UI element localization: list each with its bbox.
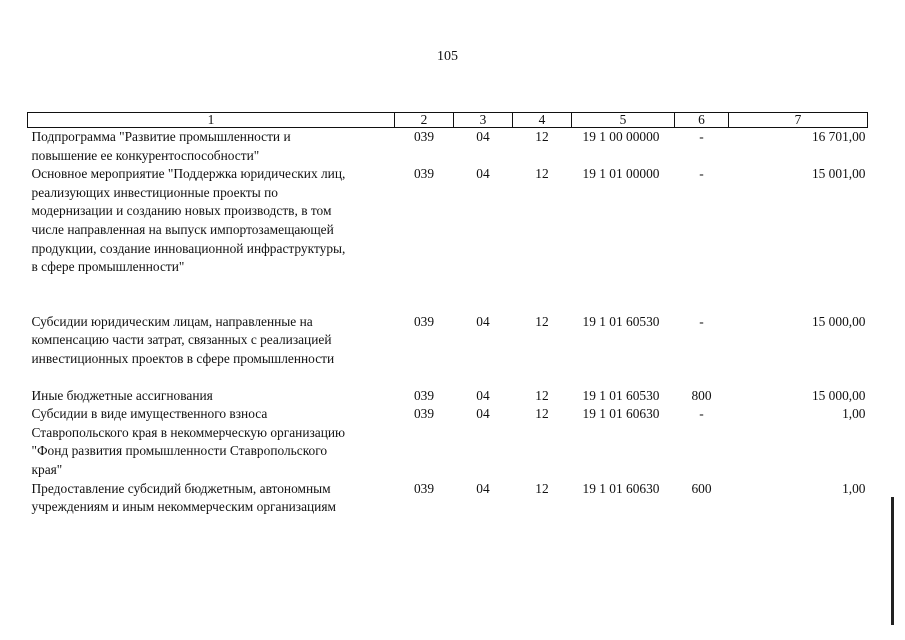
row-name-line: Субсидии юридическим лицам, направленные на xyxy=(31,313,313,329)
spacer-cell xyxy=(28,277,868,295)
table-row xyxy=(28,313,868,369)
col4-cell: 12 xyxy=(535,166,549,182)
col5-cell: 19 1 01 60630 xyxy=(582,406,660,422)
row-name-line: Иные бюджетные ассигнования xyxy=(31,387,213,403)
col7-cell: 15 000,00 xyxy=(811,387,866,403)
col3-cell: 04 xyxy=(476,313,490,329)
col6-cell: 600 xyxy=(691,480,712,496)
row-name-line: в сфере промышленности" xyxy=(31,259,185,275)
spacer-cell xyxy=(28,295,868,313)
col6-cell: - xyxy=(699,313,704,329)
row-name-line: реализующих инвестиционные проекты по xyxy=(31,184,278,200)
row-name-line: края" xyxy=(31,461,63,477)
budget-table xyxy=(27,112,868,517)
spacer-cell xyxy=(28,369,868,387)
col2-cell: 039 xyxy=(413,387,435,403)
col6-cell: - xyxy=(699,129,704,144)
col4-cell: 12 xyxy=(535,480,549,496)
col2-cell: 039 xyxy=(413,313,435,329)
col6-cell: 800 xyxy=(691,387,712,403)
row-name-cell xyxy=(28,387,395,406)
row-spacer xyxy=(28,369,868,387)
table-row xyxy=(28,165,868,277)
column-header-1: 1 xyxy=(28,113,395,128)
row-name-cell xyxy=(28,313,395,369)
column-header-2: 2 xyxy=(395,113,454,128)
row-name-line: числе направленная на выпуск импортозамещающей xyxy=(31,221,334,237)
table-row xyxy=(28,480,868,517)
col3-cell: 04 xyxy=(476,406,490,422)
column-header-4: 4 xyxy=(513,113,572,128)
column-header-7: 7 xyxy=(729,113,868,128)
col7-cell: 15 001,00 xyxy=(811,166,866,182)
row-name-line: Субсидии в виде имущественного взноса xyxy=(31,406,268,422)
col3-cell: 04 xyxy=(476,129,490,144)
column-header-6: 6 xyxy=(675,113,729,128)
row-name-line: Основное мероприятие "Поддержка юридических лиц, xyxy=(31,166,346,182)
col5-cell: 19 1 01 00000 xyxy=(582,166,660,182)
row-name-line: инвестиционных проектов в сфере промышленности xyxy=(31,350,335,366)
row-name-line: модернизации и созданию новых производств, в том xyxy=(31,203,332,219)
col5-cell: 19 1 01 60630 xyxy=(582,480,660,496)
col5-cell: 19 1 01 60530 xyxy=(582,313,660,329)
col3-cell: 04 xyxy=(476,480,490,496)
row-name-cell xyxy=(28,405,395,479)
col4-cell: 12 xyxy=(535,129,549,144)
col5-cell: 19 1 01 60530 xyxy=(582,387,660,403)
table-row xyxy=(28,387,868,406)
col7-cell: 1,00 xyxy=(842,480,866,496)
col7-cell: 15 000,00 xyxy=(811,313,866,329)
table-row xyxy=(28,128,868,166)
scan-edge-line xyxy=(891,497,894,625)
row-name-line: учреждениям и иным некоммерческим организациям xyxy=(31,499,336,515)
row-name-cell xyxy=(28,128,395,166)
column-header-5: 5 xyxy=(572,113,675,128)
page-number: 105 xyxy=(437,49,458,64)
row-name-line: повышение ее конкурентоспособности" xyxy=(31,147,260,163)
col2-cell: 039 xyxy=(413,480,435,496)
row-name-line: Предоставление субсидий бюджетным, автономным xyxy=(31,480,331,496)
col2-cell: 039 xyxy=(413,166,435,182)
col3-cell: 04 xyxy=(476,387,490,403)
row-spacer xyxy=(28,295,868,313)
row-name-line: Подпрограмма "Развитие промышленности и xyxy=(31,129,291,144)
row-name-cell xyxy=(28,165,395,277)
row-name-line: "Фонд развития промышленности Ставропольского xyxy=(31,443,328,459)
col7-cell: 1,00 xyxy=(842,406,866,422)
column-header-3: 3 xyxy=(454,113,513,128)
col2-cell: 039 xyxy=(413,406,435,422)
row-name-line: продукции, создание инновационной инфраструктуры, xyxy=(31,240,346,256)
col4-cell: 12 xyxy=(535,406,549,422)
col5-cell: 19 1 00 00000 xyxy=(582,129,660,144)
table-row xyxy=(28,405,868,479)
header-row xyxy=(28,113,868,128)
col6-cell: - xyxy=(699,166,704,182)
col3-cell: 04 xyxy=(476,166,490,182)
row-name-cell xyxy=(28,480,395,517)
col7-cell: 16 701,00 xyxy=(811,129,866,144)
row-spacer xyxy=(28,277,868,295)
row-name-line: Ставропольского края в некоммерческую организацию xyxy=(31,424,346,440)
col4-cell: 12 xyxy=(535,387,549,403)
row-name-line: компенсацию части затрат, связанных с реализацией xyxy=(31,332,332,348)
col4-cell: 12 xyxy=(535,313,549,329)
col2-cell: 039 xyxy=(413,129,435,144)
col6-cell: - xyxy=(699,406,704,422)
